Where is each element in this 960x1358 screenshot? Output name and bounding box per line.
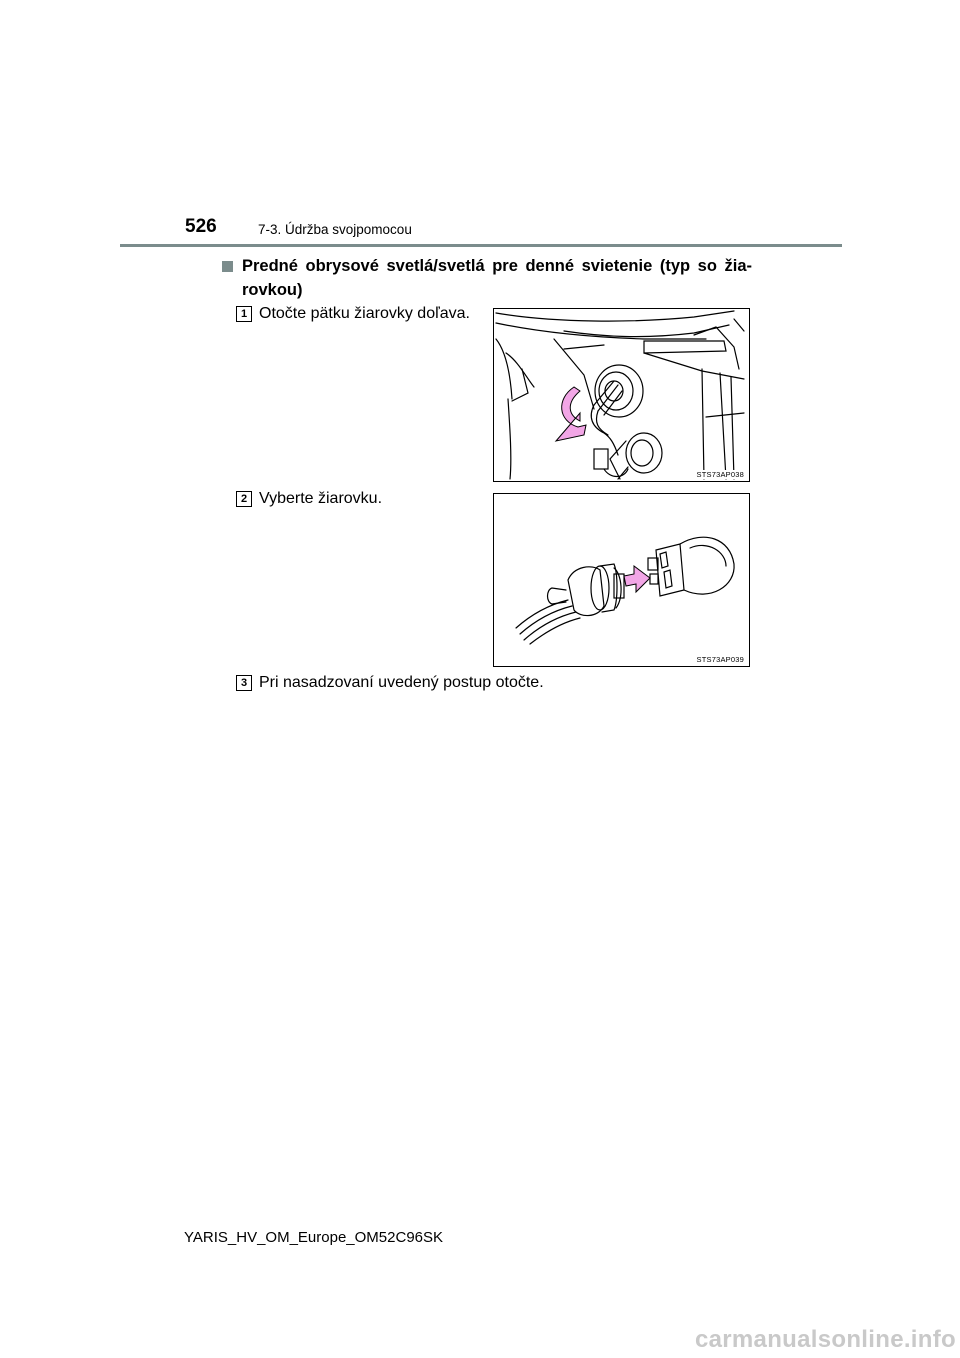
step-1-number: 1 [236,306,252,322]
figure-bulb-remove [493,493,750,667]
step-2-text: Vyberte žiarovku. [259,490,383,507]
figure-bulb-socket-rotate [493,308,750,482]
bulb-remove-illustration [494,494,749,666]
step-3-text: Pri nasadzovaní uvedený postup otočte. [259,674,544,691]
socket-rotate-illustration [494,309,749,481]
heading-bullet-icon [222,261,233,272]
step-3-number: 3 [236,675,252,691]
page-number: 526 [185,216,217,237]
step-1-text: Otočte pätku žiarovky doľava. [259,305,470,322]
heading-text: Predné obrysové svetlá/svetlá pre denné svietenie (typ so žia-rovkou) [242,257,752,299]
figure-1-code: STS73AP038 [696,470,744,479]
header-rule [120,244,842,247]
watermark: carmanualsonline.info [694,1326,956,1353]
footer-document-id: YARIS_HV_OM_Europe_OM52C96SK [184,1229,444,1246]
figure-2-code: STS73AP039 [696,655,744,664]
step-2-number: 2 [236,491,252,507]
section-title: 7-3. Údržba svojpomocou [258,222,412,237]
procedure-heading [222,254,752,302]
